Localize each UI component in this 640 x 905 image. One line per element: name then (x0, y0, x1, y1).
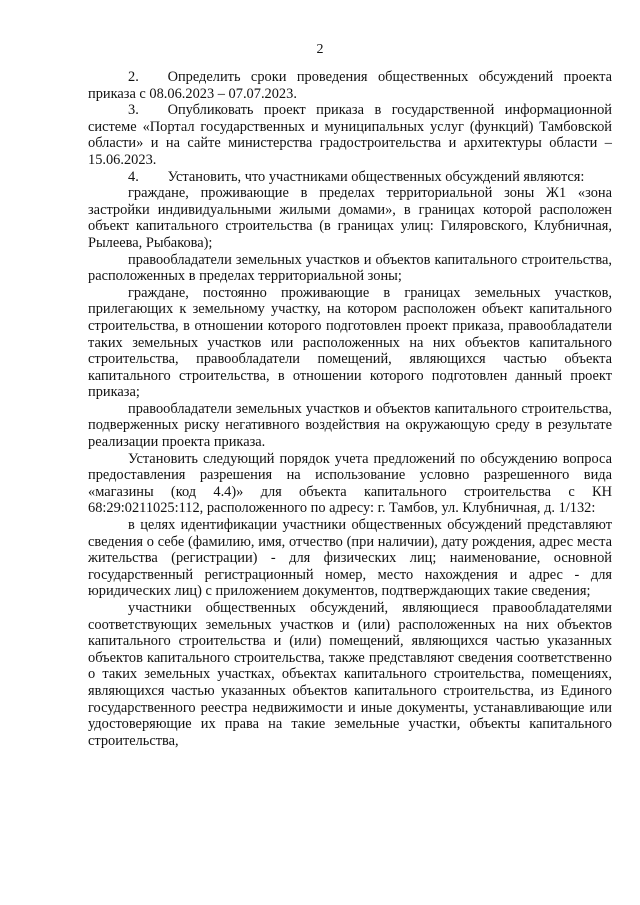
participants-owners-paragraph: правообладатели земельных участков и объектов капитального строительства, расположенных в пределах территориальной зоны; (88, 251, 612, 285)
paragraph-item-2: 2. Определить сроки проведения общественных обсуждений проекта приказа с 08.06.2023 – 07.07.2023. (88, 69, 612, 102)
paragraph-item-4: 4. Установить, что участниками общественных обсуждений являются: (128, 168, 585, 185)
paragraph-item-3: 3. Опубликовать проект приказа в государственной информационной системе «Портал государственных и муниципальных услуг (функций) Тамбовской области» и на сайте министерства градостроительства и архитектуры области – 15.06.2023. (88, 102, 612, 168)
document-body (88, 69, 612, 749)
rightholders-paragraph: участники общественных обсуждений, являющиеся правообладателями соответствующих земельных участков и (или) расположенных на них объектов капитального строительства и (или) помещений, являющихся частью указанных объектов капитального строительства, также представляют сведения соответственно о таких земельных участках, объектах капитального строительства, помещениях, являющихся частью указанных объектов капитального строительства, из Единого государственного реестра недвижимости и иные документы, устанавливающие или удостоверяющие их права на такие земельные участки, объекты капитального строительства, (88, 600, 612, 749)
page-number: 2 (316, 42, 324, 57)
participants-risk-paragraph: правообладатели земельных участков и объектов капитального строительства, подверженных риску негативного воздействия на окружающую среду в результате реализации проекта приказа. (88, 400, 612, 451)
identification-paragraph: в целях идентификации участники общественных обсуждений представляют сведения о себе (фамилию, имя, отчество (при наличии), дату рождения, адрес места жительства (регистрации) - для физических лиц; наименование, основной государственный регистрационный номер, место нахождения и адрес - для юридических лиц) с приложением документов, подтверждающих такие сведения; (88, 517, 612, 600)
procedure-paragraph: Установить следующий порядок учета предложений по обсуждению вопроса предоставления разрешения на использование условно разрешенного вида «магазины (код 4.4)» для объекта капитального строительства с КН 68:29:0211025:112, расположенного по адресу: г. Тамбов, ул. Клубничная, д. 1/132: (88, 450, 612, 517)
participants-residents-paragraph: граждане, проживающие в пределах территориальной зоны Ж1 «зона застройки индивидуальными жилыми домами», в границах которой расположен объект капитального строительства (в границах улиц: Гиляровского, Клубничная, Рылеева, Рыбакова); (88, 185, 612, 251)
participants-adjacent-paragraph: граждане, постоянно проживающие в границах земельных участков, прилегающих к земельному участку, на котором расположен объект капитального строительства, в отношении которого подготовлен проект приказа, правообладатели таких земельных участков или расположенных на них объектов капитального строительства, правообладатели помещений, являющихся частью объекта капитального строительства, в отношении которого подготовлен данный проект приказа; (88, 284, 612, 401)
